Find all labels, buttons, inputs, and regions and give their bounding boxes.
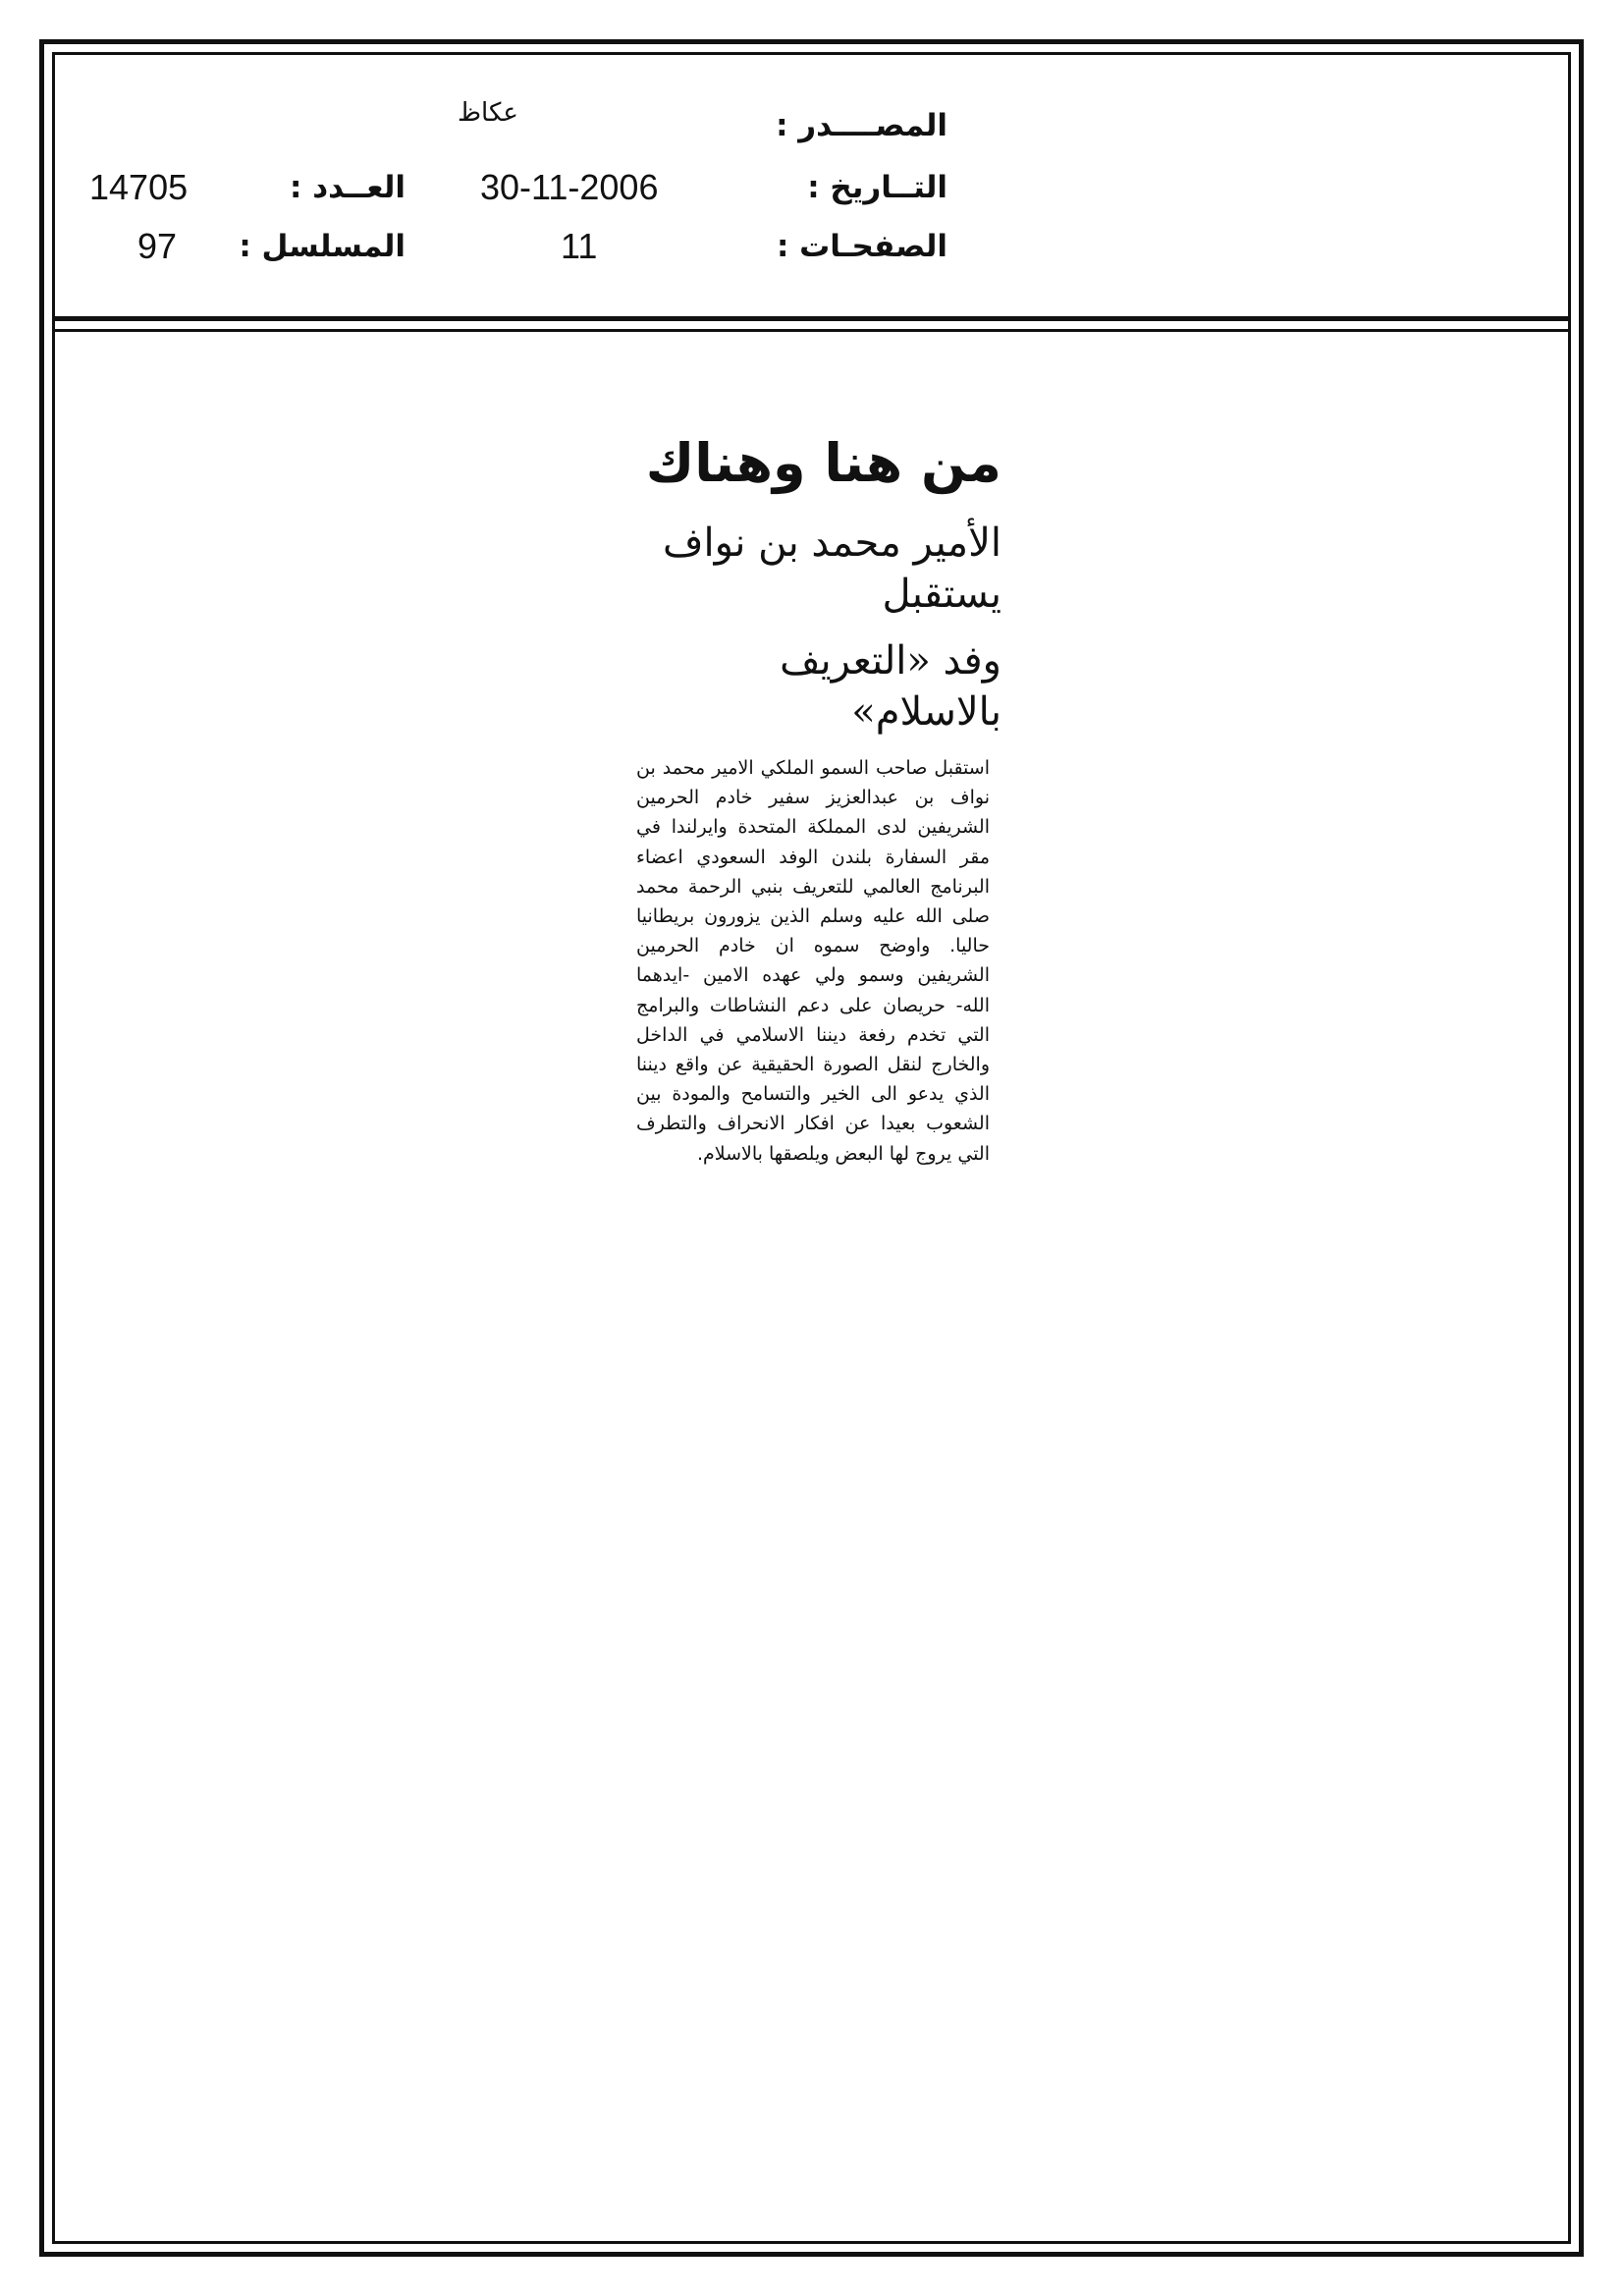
article-body: استقبل صاحب السمو الملكي الامير محمد بن نواف بن عبدالعزيز سفير خادم الحرمين الشريفين لدى المملكة المتحدة وايرلندا في مقر السفارة بلندن الوفد السعودي اعضاء البرنامج العالمي للتعريف بنبي الرحمة محمد صلى الله عليه وسلم الذين يزورون بريطانيا حاليا. واوضح سموه ان خادم الحرمين الشريفين وسمو ولي عهده الامين -ايدهما الله- حريصان على دعم النشاطات والبرامج التي تخدم رفعة ديننا الاسلامي في الداخل والخارج لنقل الصورة الحقيقية عن واقع ديننا الذي يدعو الى الخير والتسامح والمودة بين الشعوب بعيدا عن افكار الانحراف والتطرف التي يروج لها البعض ويلصقها بالاسلام. xyxy=(636,757,990,1165)
pages-value: 11 xyxy=(561,226,598,266)
issue-value: 14705 xyxy=(89,167,189,207)
section-title: من هنا وهناك xyxy=(645,432,1001,494)
date-label: التــاريخ : xyxy=(807,170,947,205)
header-divider xyxy=(52,316,1571,321)
issue-label: العــدد : xyxy=(290,170,406,205)
article-headline-line-2: وفد «التعريف بالاسلام» xyxy=(780,638,1001,735)
article-headline-line-1: الأمير محمد بن نواف يستقبل xyxy=(663,520,1001,617)
header-divider-inner xyxy=(52,329,1571,332)
news-clipping xyxy=(628,432,1001,1169)
source-label: المصــــدر : xyxy=(776,108,947,143)
pages-label: الصفحـات : xyxy=(776,229,947,264)
date-value: 30-11-2006 xyxy=(480,167,659,207)
source-value: عكاظ xyxy=(458,98,518,128)
serial-label: المسلسل : xyxy=(239,229,406,264)
serial-value: 97 xyxy=(137,226,178,266)
